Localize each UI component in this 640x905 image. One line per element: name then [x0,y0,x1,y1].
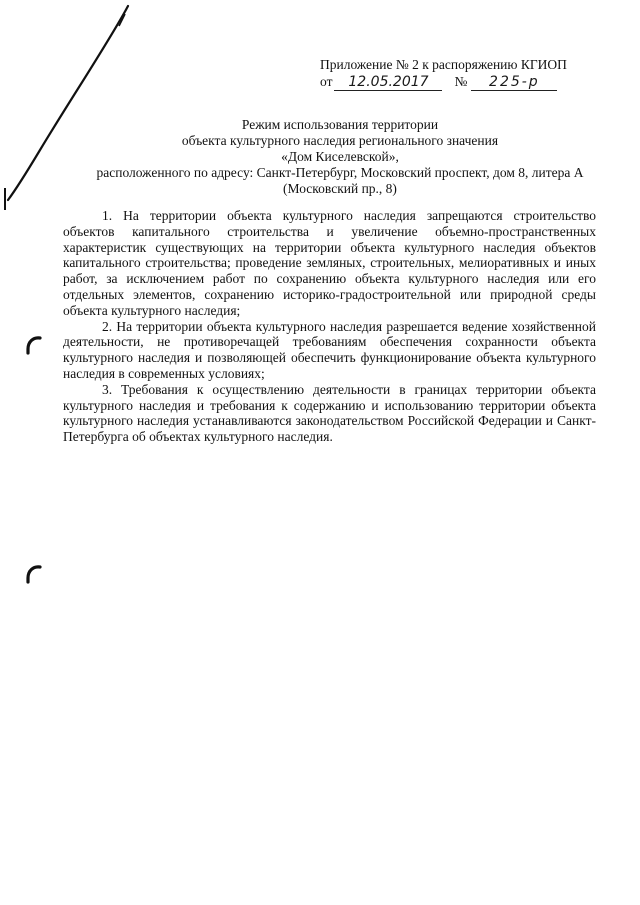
scan-stroke-tick-upper [119,14,125,26]
title-line: Режим использования территории [241,117,439,132]
punch-mark-lower [28,567,40,582]
paragraph-1: 1. На территории объекта культурного наследия запрещаются строительство объектов капитального строительства и увеличение объемно-пространственных характеристик существующих на территории объекта культурного наследия объектов капитального строительства; проведение земляных, строительных, мелиоративных и иных работ, за исключением работ по сохранению объекта культурного наследия или его отдельных элементов, сохранению историко-градостроительной или природной среды объекта культурного наследия; [63,208,596,318]
order-number: 225-р [471,75,557,91]
appendix-date-number-line [320,73,570,91]
title-line: объекта культурного наследия регионального значения [181,133,499,148]
title-line: «Дом Киселевской», [281,149,399,164]
paragraph-2: 2. На территории объекта культурного наследия разрешается ведение хозяйственной деятельности, не противоречащей требованиям обеспечения сохранности объекта культурного наследия и позволяющей обеспечить функционирование объекта культурного наследия в современных условиях; [63,318,596,381]
title-line: (Московский пр., 8) [283,181,397,196]
document-body [63,208,596,445]
appendix-title: Приложение № 2 к распоряжению КГИОП [320,57,567,72]
punch-mark-upper [28,338,40,353]
title-line: расположенного по адресу: Санкт-Петербург, Московский проспект, дом 8, литера А [96,165,584,180]
paragraph-3: 3. Требования к осуществлению деятельности в границах территории объекта культурного наследия и требования к содержанию и использованию территории объекта культурного наследия устанавливаются законодательством Российской Федерации и Санкт-Петербурга об объектах культурного наследия. [63,381,596,445]
order-date: 12.05.2017 [334,75,442,91]
document-title [60,117,620,197]
number-label: № [454,74,468,89]
from-label: от [320,74,333,89]
appendix-header [320,56,570,91]
